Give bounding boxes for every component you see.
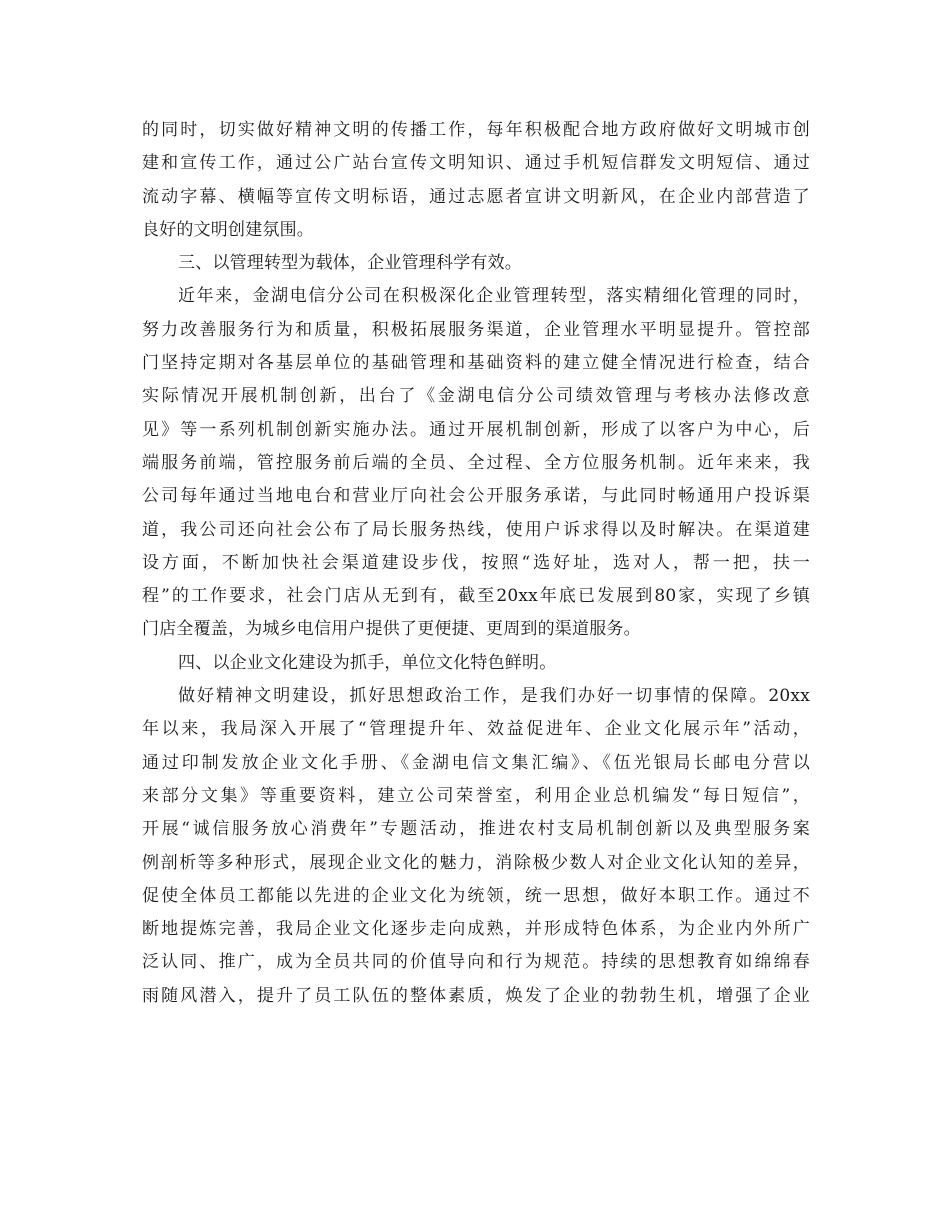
section-heading: 四、以企业文化建设为抓手，单位文化特色鲜明。 [178,652,557,673]
text-line: 公司每年通过当地电台和营业厅向社会公开服务承诺，与此同时畅通用户投诉渠 [142,486,810,507]
text-line: 门店全覆盖，为城乡电信用户提供了更便捷、更周到的渠道服务。 [142,619,641,640]
text-line: 断地提炼完善，我局企业文化逐步走向成熟，并形成特色体系，为企业内外所广 [142,919,810,940]
text-line: 年以来，我局深入开展了“管理提升年、效益促进年、企业文化展示年”活动， [142,719,810,740]
text-line: 例剖析等多种形式，展现企业文化的魅力，消除极少数人对企业文化认知的差异， [142,852,810,873]
text-line: 泛认同、推广，成为全员共同的价值导向和行为规范。持续的思想教育如绵绵春 [142,952,810,973]
text-line: 流动字幕、横幅等宣传文明标语，通过志愿者宣讲文明新风，在企业内部营造了 [142,186,810,207]
text-line: 建和宣传工作，通过公广站台宣传文明知识、通过手机短信群发文明短信、通过 [142,153,810,174]
text-line: 良好的文明创建氛围。 [142,219,314,240]
text-line: 近年来，金湖电信分公司在积极深化企业管理转型，落实精细化管理的同时， [178,286,810,307]
text-line: 的同时，切实做好精神文明的传播工作，每年积极配合地方政府做好文明城市创 [142,120,810,140]
text-line: 来部分文集》等重要资料，建立公司荣誉室，利用企业总机编发“每日短信”， [142,785,810,806]
text-line: 见》等一系列机制创新实施办法。通过开展机制创新，形成了以客户为中心，后 [142,419,810,440]
text-line: 门坚持定期对各基层单位的基础管理和基础资料的建立健全情况进行检查，结合 [142,353,810,374]
text-line: 程”的工作要求，社会门店从无到有，截至20xx年底已发展到80家，实现了乡镇 [142,586,810,607]
text-line: 实际情况开展机制创新，出台了《金湖电信分公司绩效管理与考核办法修改意 [142,386,810,407]
text-line: 端服务前端，管控服务前后端的全员、全过程、全方位服务机制。近年来来，我 [142,452,810,473]
text-line: 通过印制发放企业文化手册、《金湖电信文集汇编》、《伍光银局长邮电分营以 [142,752,810,773]
text-line: 设方面，不断加快社会渠道建设步伐，按照“选好址，选对人，帮一把，扶一 [142,552,810,573]
text-line: 雨随风潜入，提升了员工队伍的整体素质，焕发了企业的勃勃生机，增强了企业 [142,985,810,1006]
text-line: 开展“诚信服务放心消费年”专题活动，推进农村支局机制创新以及典型服务案 [142,819,810,840]
text-line: 努力改善服务行为和质量，积极拓展服务渠道，企业管理水平明显提升。管控部 [142,319,810,340]
text-line: 促使全体员工都能以先进的企业文化为统领，统一思想，做好本职工作。通过不 [142,885,810,906]
text-line: 做好精神文明建设，抓好思想政治工作，是我们办好一切事情的保障。20xx [178,686,810,707]
text-line: 道，我公司还向社会公布了局长服务热线，使用户诉求得以及时解决。在渠道建 [142,519,810,540]
section-heading: 三、以管理转型为载体，企业管理科学有效。 [178,253,522,274]
document-page [142,114,810,1013]
